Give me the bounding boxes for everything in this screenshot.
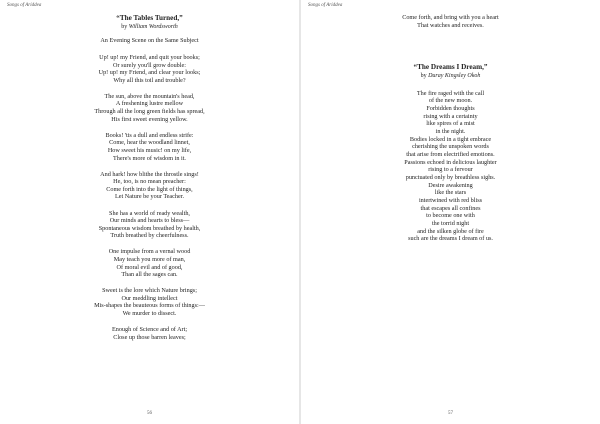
poem-line: Up! up! my Friend, and quit your books;	[99, 54, 200, 61]
poem-line: Truth breathed by cheerfulness.	[110, 232, 189, 240]
running-head: Songs of Ariddea	[7, 3, 42, 8]
poem-line: The sun, above the mountain's head,	[104, 92, 195, 100]
poem-line: such are the dreams I dream of us.	[408, 235, 493, 243]
byline-by: by	[121, 24, 128, 30]
poem-line: Let Nature be your Teacher.	[114, 193, 185, 201]
poem-line: Up! up! my Friend, and clear your looks;	[98, 69, 201, 77]
poem-line: and the silken globe of fire	[417, 227, 484, 235]
poem-line: Enough of Science and of Art;	[111, 326, 188, 334]
poem-line: She has a world of ready wealth,	[109, 209, 190, 217]
section-gap	[301, 38, 600, 63]
poem-line: in the night.	[435, 128, 466, 136]
right-page-content	[301, 14, 600, 243]
poem-line: The fire raged with the call	[416, 89, 485, 97]
running-head: Songs of Ariddea	[308, 3, 343, 8]
stanza	[0, 132, 299, 162]
poem-author: Duray Kingsley Okoh	[428, 72, 481, 79]
poem-line: His first sweet evening yellow.	[111, 115, 188, 123]
poem-line: Close up those barren leaves;	[113, 333, 186, 341]
poem-line: Than all the sages can.	[121, 271, 178, 279]
stanza	[0, 326, 299, 341]
poem-line: Books! 'tis a dull and endless strife:	[105, 131, 194, 139]
poem-line: Forbidden thoughts	[426, 105, 475, 113]
poem-line: Through all the long green fields has spread,	[94, 108, 205, 116]
poem-line: punctuated only by breathless sighs.	[405, 174, 496, 182]
stanza	[0, 210, 299, 240]
poem-line: A freshening lustre mellow	[115, 100, 184, 108]
poem-subtitle: An Evening Scene on the Same Subject	[100, 37, 199, 44]
poem-line: cherishing the unspoken words	[412, 143, 489, 151]
byline	[301, 72, 600, 80]
poem-line: like the stars	[434, 189, 467, 197]
poem-line: And hark! how blithe the throstle sings!	[100, 170, 199, 178]
poem-line: that escapes all confines	[420, 204, 481, 212]
poem-line: Come forth into the light of things,	[106, 185, 193, 193]
poem-body	[301, 90, 600, 243]
poem-line: Why all this toil and trouble?	[113, 76, 186, 84]
poem-line: Sweet is the lore which Nature brings;	[102, 287, 197, 295]
poem-line: Or surely you'll grow double:	[113, 61, 186, 69]
poem-line: rising with a certainty	[423, 112, 478, 120]
poem-line: Come, hear the woodland linnet,	[109, 139, 190, 147]
poem-line: to become one with	[426, 212, 475, 220]
poem-line: Spontaneous wisdom breathed by health,	[98, 224, 201, 232]
poem-line: Come forth, and bring with you a heart	[402, 14, 499, 21]
page-number: 56	[147, 411, 152, 416]
page-number: 57	[448, 411, 453, 416]
stanza-continuation	[301, 14, 600, 29]
poem-line: How sweet his music! on my life,	[107, 146, 192, 154]
poem-line: There's more of wisdom in it.	[113, 154, 186, 162]
poem-line: of the new moon.	[428, 97, 473, 105]
poem-line: the torrid night	[431, 219, 470, 227]
stanza	[0, 287, 299, 317]
poem-line: like spires of a mist	[426, 120, 475, 128]
poem-line: intertwined with red bliss	[418, 197, 483, 204]
poem-line: Bodies locked in a tight embrace	[409, 135, 492, 143]
poem-line: that arise from electrified emotions.	[406, 151, 495, 159]
poem-line: rising to a fervour	[428, 166, 473, 174]
poem-line: Mis-shapes the beauteous forms of things:—	[94, 302, 205, 310]
poem-author: William Wordsworth	[128, 24, 178, 30]
poem-line: May teach you more of man,	[113, 255, 186, 263]
poem-line: Of moral evil and of good,	[116, 263, 183, 271]
poem-line: He, too, is no mean preacher:	[113, 178, 186, 186]
poem-title: “The Dreams I Dream,”	[413, 62, 488, 71]
poem-line: Our meddling intellect	[121, 294, 178, 302]
left-page-content	[0, 14, 299, 350]
poem-dreams	[301, 63, 600, 243]
poem-title: “The Tables Turned,”	[116, 14, 183, 22]
poem-line: We murder to dissect.	[122, 310, 177, 318]
poem-line: One impulse from a vernal wood	[108, 248, 191, 256]
poem-line: Desire awakening	[428, 181, 473, 189]
stanza	[0, 93, 299, 123]
stanza	[0, 171, 299, 201]
stanza	[0, 248, 299, 278]
byline-by: by	[420, 72, 427, 79]
poem-line: That watches and receives.	[417, 21, 484, 29]
right-page	[301, 0, 600, 424]
poem-line: Our minds and hearts to bless—	[109, 217, 190, 225]
poem-line: Passions echoed in delicious laughter	[404, 158, 497, 166]
stanza	[0, 54, 299, 84]
left-page	[0, 0, 299, 424]
byline	[0, 23, 299, 31]
